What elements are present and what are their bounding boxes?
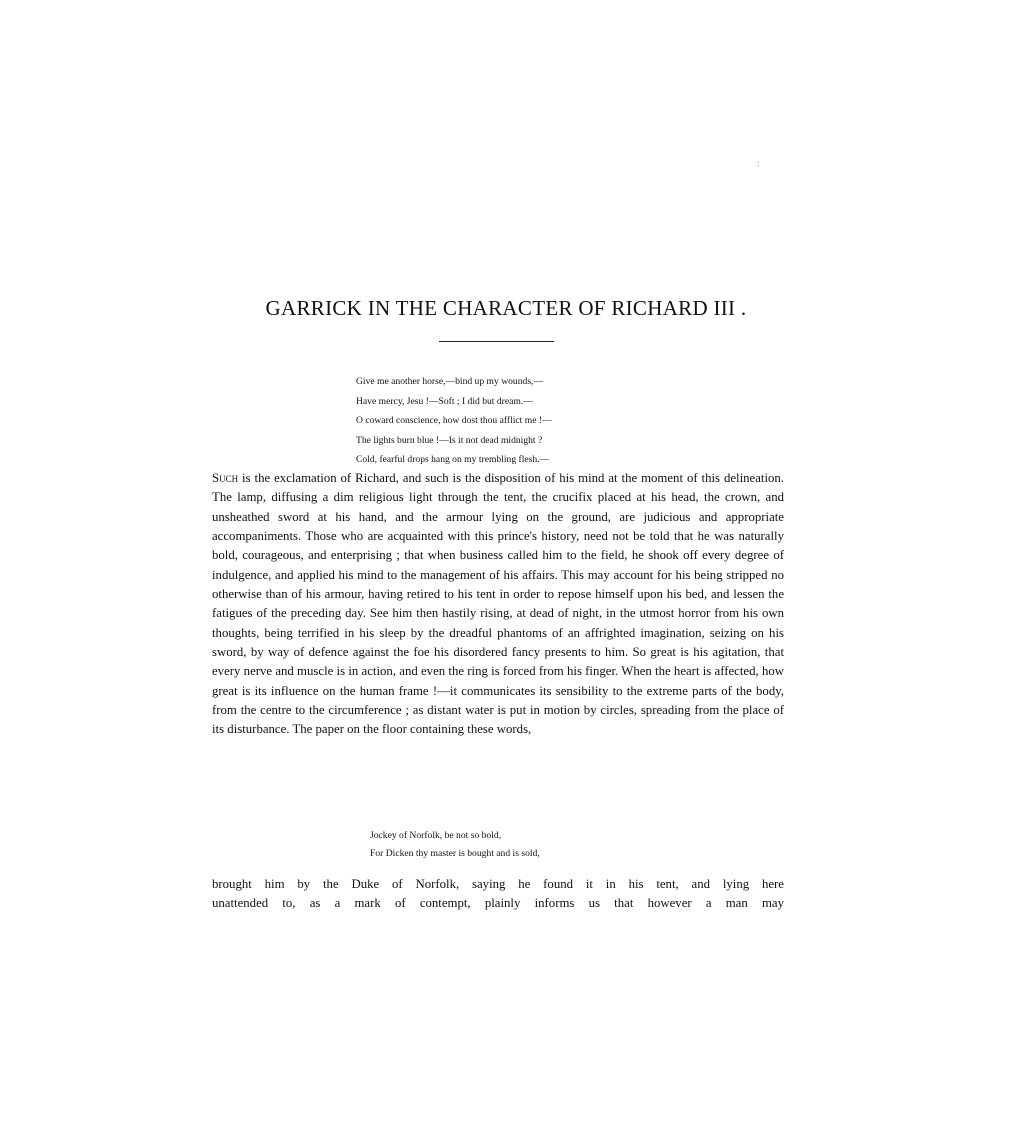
- epigraph-line: Cold, fearful drops hang on my trembling flesh.—: [356, 454, 550, 465]
- epigraph-line: The lights burn blue !—Is it not dead midnight ?: [356, 434, 543, 446]
- page-title: GARRICK IN THE CHARACTER OF RICHARD III .: [265, 296, 747, 320]
- continuation-paragraph: [212, 875, 784, 914]
- epigraph: [356, 372, 716, 470]
- epigraph-line: Give me another horse,—bind up my wounds,—: [356, 376, 544, 387]
- body-initial-word: Such: [212, 471, 239, 485]
- margin-mark: :: [757, 158, 760, 168]
- body-paragraph-text: is the exclamation of Richard, and such is the disposition of his mind at the moment of this delineation. The lamp, diffusing a dim religious light through the tent, the crucifix placed at his head, the crown, and unsheathed sword at his hand, and the armour lying on the ground, are judicious and appropriate accompaniments. Those who are acquainted with this prince's history, need not be told that he was naturally bold, courageous, and enterprising ; that when business called him to the field, he shook off every degree of indulgence, and applied his mind to the management of his affairs. This may account for his being stripped no otherwise than of his armour, having retired to his tent in order to repose himself upon his bed, and lessen the fatigues of the preceding day. See him then hastily rising, at dead of night, in the utmost horror from his own thoughts, being terrified in his sleep by the dreadful phantoms of an affrighted imagination, seizing on his sword, by way of defence against the foe his disordered fancy presents to him. So great is his agitation, that every nerve and muscle is in action, and even the ring is forced from his finger. When the heart is affected, how great is its influence on the human frame !—it communicates its sensibility to the extreme parts of the body, from the centre to the circumference ; as distant water is put in motion by circles, spreading from the place of its disturbance. The paper on the floor containing these words,: [212, 471, 784, 737]
- continuation-line: unattended to, as a mark of contempt, plainly informs us that however a man may: [212, 896, 784, 911]
- verse-line: Jockey of Norfolk, be not so bold,: [370, 830, 502, 841]
- title-divider: [439, 341, 554, 342]
- quoted-verse: [370, 827, 730, 863]
- epigraph-line: Have mercy, Jesu !—Soft ; I did but dream.—: [356, 395, 533, 407]
- epigraph-line: O coward conscience, how dost thou afflict me !—: [356, 415, 552, 426]
- verse-line: For Dicken thy master is bought and is sold,: [370, 848, 540, 859]
- body-paragraph: [212, 469, 784, 740]
- continuation-line: brought him by the Duke of Norfolk, saying he found it in his tent, and lying here: [212, 877, 784, 891]
